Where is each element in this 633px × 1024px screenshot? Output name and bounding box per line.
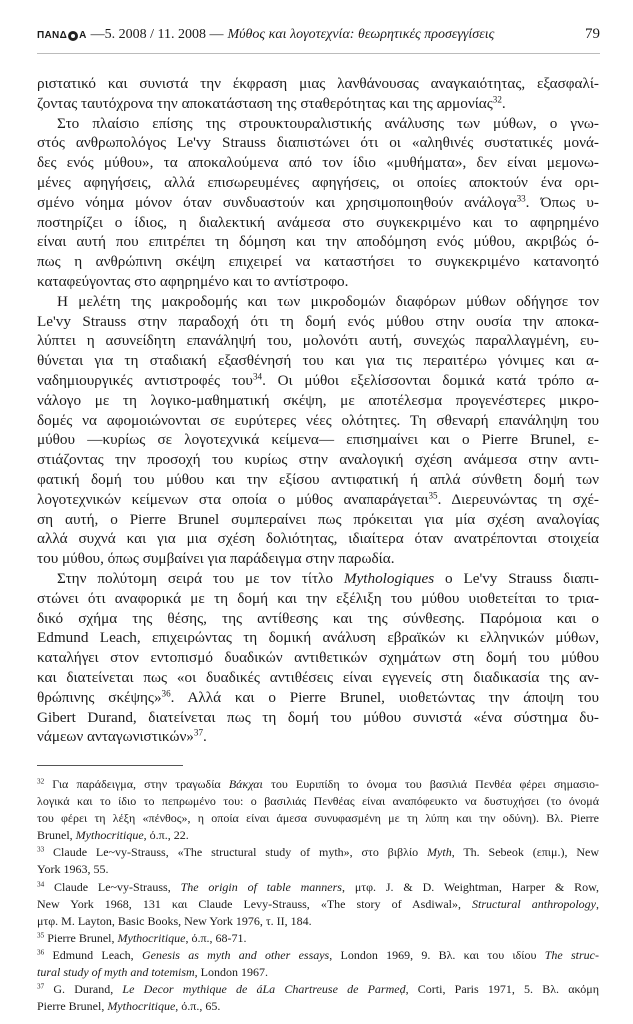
text-segment: ,: [596, 896, 599, 911]
text-segment: πως η ανθρώπινη σκέψη επιχειρεί να καταστήσει το συγκεκριμένο κατανοητό: [37, 253, 599, 271]
text-line: [37, 430, 599, 450]
text-line: [37, 351, 599, 371]
footnote-reference: 34: [37, 880, 45, 889]
body-text: [37, 74, 599, 747]
text-segment: New York 1968, 131 και Claude Levy-Strauss, «The story of Asdiwal»,: [37, 896, 473, 911]
text-line: [37, 114, 599, 134]
text-line: [37, 879, 599, 896]
journal-logo: [37, 30, 87, 41]
text-segment: στιάζοντας την προσοχή του κυρίως στην αναλογική σχέση ανάμεσα στην αντι-: [37, 451, 599, 469]
text-segment: σμένο νόημα μόνον όταν συνδυαστούν και χρησιμοποιηθούν ανάλογα: [37, 193, 517, 211]
footnote-reference: 35: [37, 931, 45, 940]
text-line: [37, 668, 599, 688]
text-segment: . Διερευνώντας τη σχέ-: [437, 490, 599, 508]
text-line: [37, 252, 599, 272]
text-line: [37, 371, 599, 391]
text-line: [37, 776, 599, 793]
text-segment: Pierre Brunel,: [44, 930, 118, 945]
text-segment: λογικά και το ίδιο το πεπρωμένο του: ο βασιλιάς Πενθέας είναι αναπόφευκτο να δυστυχήσει (το όνομά: [37, 794, 599, 809]
text-line: [37, 861, 599, 878]
text-segment: , ό.π., 65.: [175, 999, 221, 1014]
text-segment: του Ευριπίδη το όνομα του βασιλιά Πενθέα φέρει σημασιο-: [262, 777, 599, 791]
text-segment: , Th. Sebeok (επιμ.), New: [451, 845, 599, 860]
text-segment: ποστηρίζει ο ίδιος, η διαλεκτική ανάμεσα στο συγκεκριμένο και το αφηρημένο: [37, 213, 599, 231]
text-segment: δομές να αφομοιώνονται σε ευρύτερες νέες ολότητες. Τη σθεναρή επανάληψη του: [37, 411, 599, 429]
text-segment: Claude Le~vy-Strauss,: [44, 879, 181, 894]
text-segment: Edmund Leach, επιχειρώντας τη δομική ανάλυση εβραϊκών κι ελληνικών μύθων,: [37, 629, 599, 647]
italic-text: Mythocritique: [75, 828, 144, 843]
text-line: [37, 688, 599, 708]
text-line: [37, 529, 599, 549]
footnote-reference: 33: [37, 846, 45, 855]
text-segment: καταφεύγοντας στο αφηρημένο και το αντίστροφο.: [37, 272, 349, 290]
text-line: [37, 153, 599, 173]
footnote-reference: 37: [37, 982, 45, 991]
text-segment: Για παράδειγμα, στην τραγωδία: [44, 777, 229, 791]
text-segment: Στην πολύτομη σειρά του με τον τίτλο: [57, 569, 344, 587]
text-line: [37, 74, 599, 94]
text-line: [37, 844, 599, 861]
text-segment: , Corti, Paris 1971, 5. Βλ. ακόμη: [405, 982, 599, 997]
text-segment: μένες αφηγήσεις, αλλά επισωρευμένες αφηγήσεις, οι οποίες αποκτούν ένα ορι-: [37, 173, 599, 191]
text-line: [37, 648, 599, 668]
text-line: [37, 272, 599, 292]
footnotes: [37, 776, 599, 1015]
text-line: [37, 331, 599, 351]
text-line: [37, 810, 599, 827]
footnote-reference: 33: [516, 193, 526, 204]
text-line: [37, 981, 599, 998]
italic-text: Βάκχαι: [228, 777, 263, 791]
footnote-reference: 37: [193, 727, 204, 738]
text-segment: , ό.π., 22.: [143, 828, 189, 843]
page-number: 79: [585, 26, 600, 42]
text-segment: Pierre Brunel,: [37, 999, 108, 1014]
text-segment: .: [203, 728, 207, 746]
text-line: [37, 827, 599, 844]
italic-text: Structural anthropology: [472, 896, 596, 911]
text-segment: μτφ. M. Layton, Basic Books, New York 1976, τ. II, 184.: [37, 913, 312, 928]
header-rule: [37, 53, 600, 54]
text-segment: .: [501, 94, 506, 112]
text-segment: του φέρει τη λέξη «πένθος», η οποία είναι άμεσα συνυφασμένη με τη λύπη και την οδύνη). Βλ. Pierre: [37, 811, 599, 826]
text-segment: θρώπινης σκέψης»: [37, 688, 162, 706]
text-segment: καταλήγει στον εντοπισμό δυαδικών αντιθετικών σχημάτων στη δομή του μύθου: [37, 649, 599, 667]
text-line: [37, 549, 599, 569]
text-line: [37, 628, 599, 648]
text-line: [37, 94, 599, 114]
text-segment: , London 1969, 9. Βλ. και του ιδίου: [329, 947, 545, 962]
italic-text: Le Decor mythique de áLa Chartreuse de Parmeḍ: [122, 982, 406, 997]
text-line: [37, 133, 599, 153]
text-line: [37, 490, 599, 510]
text-segment: ναδημιουργικές αντιστροφές του: [37, 371, 253, 389]
text-segment: Le'vy Strauss στην παραδοχή ότι τη δομή ενός μύθου στην ουσία την αποκα-: [37, 312, 599, 330]
text-segment: Claude Le~vy-Strauss, «The structural study of myth», στο βιβλίο: [44, 845, 428, 860]
text-line: [37, 312, 599, 332]
text-line: [37, 173, 599, 193]
footnote: [37, 947, 599, 981]
text-line: [37, 998, 599, 1015]
text-segment: αλλά συχνά και για μια σχέση δολιότητας, ιδιαίτερα όταν ανατρέπονται στοιχεία: [37, 530, 599, 548]
logo-omega-icon: [68, 31, 78, 41]
italic-text: Genesis as myth and other essays: [141, 947, 330, 962]
text-line: [37, 510, 599, 530]
text-line: [37, 391, 599, 411]
text-segment: Στο πλαίσιο επίσης της στρουκτουραλιστικής ανάλυσης των μύθων, ο γνω-: [57, 114, 599, 132]
text-segment: μύθου —κυρίως σε λογοτεχνικά κείμενα— επισημαίνει και ο Pierre Brunel, ε-: [37, 431, 599, 449]
text-line: [37, 232, 599, 252]
text-line: [37, 930, 599, 947]
text-segment: Edmund Leach,: [44, 947, 142, 962]
text-line: [37, 964, 599, 981]
text-line: [37, 947, 599, 964]
text-line: [37, 708, 599, 728]
text-segment: είναι αυτή που επιτρέπει τη δόμηση και την αποδόμηση ενός μύθου, ακριβώς ό-: [37, 233, 599, 251]
footnote: [37, 879, 599, 930]
text-line: [37, 793, 599, 810]
text-segment: δες ενός μύθου», τα αποκαλούμενα από τον ίδιο «μυθήματα», δεν είναι μεμονω-: [37, 154, 599, 172]
footnote-reference: 36: [161, 688, 171, 699]
italic-text: Mythocritique: [107, 999, 176, 1014]
text-line: [37, 609, 599, 629]
footnote: [37, 776, 599, 844]
text-segment: , London 1967.: [194, 965, 269, 980]
footnote: [37, 981, 599, 1015]
text-segment: . Οι μύθοι εξελίσσονται δομικά κατά τρόπο α-: [262, 371, 599, 389]
italic-text: tural study of myth and totemism: [37, 965, 195, 980]
text-segment: δικό σχήμα της θέσης, της αντίθεσης και της σύνθεσης. Παρόμοια και ο: [37, 609, 599, 627]
text-segment: Brunel,: [37, 828, 76, 843]
text-line: [37, 450, 599, 470]
italic-text: Myth: [427, 845, 452, 860]
text-segment: φατική δομή του μύθου και την εξίσου αντιφατική ή απλά σύνθετη δομή των: [37, 470, 599, 488]
footnote: [37, 930, 599, 947]
text-line: [37, 727, 599, 747]
paragraph: [37, 114, 599, 292]
italic-text: Mythologiques: [343, 569, 435, 587]
text-line: [37, 213, 599, 233]
italic-text: The struc-: [544, 947, 599, 962]
text-segment: στός ανθρωπολόγος Le'vy Strauss διαπιστώνει ότι οι «αληθινές συστατικές μονά-: [37, 134, 599, 152]
text-segment: York 1963, 55.: [37, 862, 109, 877]
text-line: [37, 470, 599, 490]
paragraph: [37, 292, 599, 569]
footnote-reference: 34: [252, 371, 263, 382]
italic-text: Mythocritique: [117, 930, 186, 945]
text-segment: ο Le'vy Strauss διαπι-: [434, 569, 599, 587]
footnote-separator: [37, 765, 183, 766]
running-header: [37, 26, 600, 46]
text-line: [37, 411, 599, 431]
text-segment: , ό.π., 68-71.: [185, 930, 247, 945]
text-line: [37, 193, 599, 213]
text-segment: του μύθου, όπως συμβαίνει για παράδειγμα στην παρωδία.: [37, 550, 395, 568]
text-segment: λύπτει η ασυνείδητη επανάληψή του, μολονότι αυτή, συνεχώς παραλλαγμένη, ευ-: [37, 332, 599, 350]
text-segment: λογοτεχνικών κείμενων στα οποία ο μύθος αναπαράγεται: [37, 490, 429, 508]
text-segment: Η μελέτη της μακροδομής και των μικροδομών διαφόρων μύθων οδήγησε τον: [57, 292, 599, 310]
footnote-reference: 32: [37, 777, 45, 786]
footnote-reference: 36: [37, 948, 45, 957]
text-segment: Gibert Durand, διατείνεται πως τη δομή του μύθου συνιστά «ένα σύστημα δυ-: [37, 708, 599, 726]
issue-info: —5. 2008 / 11. 2008 —: [90, 27, 224, 42]
footnote-reference: 35: [428, 490, 438, 501]
text-segment: , μτφ. J. & D. Weightman, Harper & Row,: [341, 879, 599, 894]
text-line: [37, 913, 599, 930]
italic-text: The origin of table manners: [180, 879, 342, 894]
text-line: [37, 292, 599, 312]
text-segment: . Αλλά και ο Pierre Brunel, υιοθετώντας την άποψη του: [170, 688, 600, 706]
logo-text-left: ΠΑΝΔ: [37, 30, 68, 41]
text-segment: ριστατικό και συνιστά την έκφραση μιας λανθάνουσας αναγκαιότητας, εξασφαλί-: [37, 75, 599, 92]
text-segment: νάμεων ανταγωνιστικών»: [37, 728, 194, 746]
text-segment: G. Durand,: [44, 982, 123, 997]
text-line: [37, 569, 599, 589]
footnote-reference: 32: [492, 94, 502, 105]
text-line: [37, 896, 599, 913]
text-segment: και διατείνεται πως «οι δυαδικές αντιθέσεις είναι εγγενείς στη διαδικασία της αν-: [37, 668, 599, 686]
text-line: [37, 589, 599, 609]
footnote: [37, 844, 599, 878]
text-segment: . Όπως υ-: [525, 193, 599, 211]
paragraph: [37, 569, 599, 747]
text-segment: στώνει ότι αναφορικά με τη δομή και την εξέλιξη του μύθου υιοθετείται το τρια-: [37, 589, 599, 607]
text-segment: ζοντας ταυτόχρονα την αποκατάσταση της σταθερότητας και της αρμονίας: [37, 94, 493, 112]
paragraph: [37, 74, 599, 114]
text-segment: νάλογο με τη λογικο-μαθηματική σκέψη, με αποτέλεσμα προγενέστερες μικρο-: [37, 391, 599, 409]
logo-text-right: Α: [79, 30, 87, 41]
text-segment: ση αυτή, ο Pierre Brunel συμπεραίνει πως πρόκειται για μία σχέση αναλογίας: [37, 510, 599, 528]
text-segment: θύνεται για τη σταδιακή εξασθένησή του και για τις περαιτέρω γόνιμες και α-: [37, 352, 599, 370]
running-title: Μύθος και λογοτεχνία: θεωρητικές προσεγγίσεις: [227, 27, 495, 42]
